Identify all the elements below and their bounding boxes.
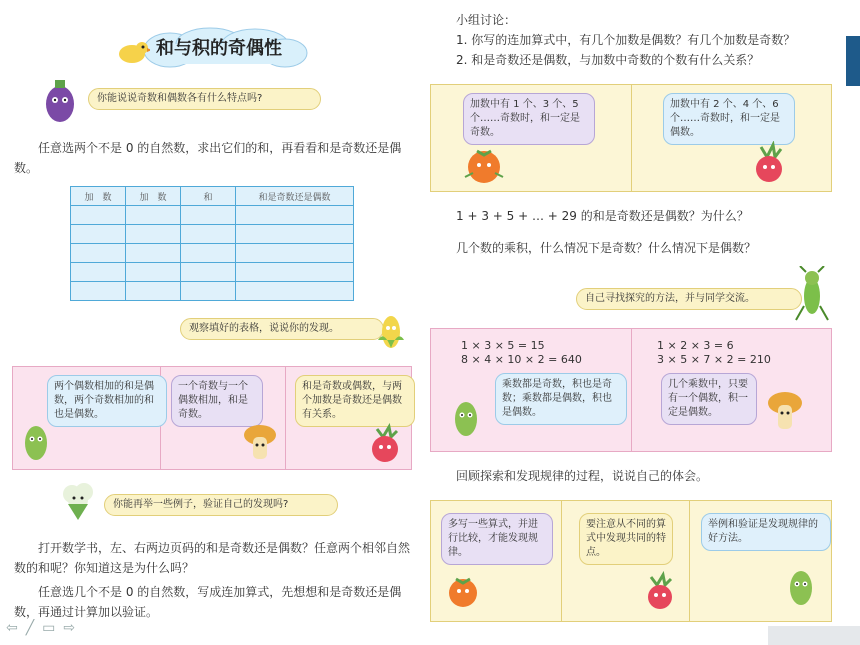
panel-divider [631, 85, 632, 191]
tomato-mascot-icon [461, 143, 507, 191]
paragraph-addition: 任意选几个不是 0 的自然数，写成连加算式，先想想和是奇数还是偶数，再通过计算加以验证。 [14, 585, 402, 619]
forward-arrow-icon[interactable]: ⇨ [63, 620, 76, 636]
radish-mascot-icon [643, 571, 677, 617]
discussion-title: 小组讨论： [456, 13, 517, 27]
paragraph-pages: 打开数学书，左、右两边页码的和是奇数还是偶数？任意两个相邻自然数的和呢？你知道这是为什么吗？ [14, 541, 411, 575]
table-header: 加 数 [126, 187, 181, 206]
radish-mascot-icon [751, 141, 787, 189]
product-bubble-2: 几个乘数中，只要有一个偶数，积一定是偶数。 [661, 373, 757, 425]
product-example: 8 × 4 × 10 × 2 = 640 [461, 353, 582, 366]
mushroom-mascot-icon [767, 391, 803, 441]
review-panel [430, 500, 832, 622]
review-bubble-1: 多写一些算式，并进行比较，才能发现规律。 [441, 513, 553, 565]
tomato-mascot-icon [443, 571, 483, 615]
discussion-panel [430, 84, 832, 192]
table-row [71, 263, 354, 282]
panel-divider [561, 501, 562, 621]
title-cloud [140, 26, 310, 70]
discussion-bubble-2: 加数中有 2 个、4 个、6 个……奇数时，和一定是偶数。 [663, 93, 795, 145]
page-title: 和与积的奇偶性 [156, 38, 282, 59]
panel-divider [631, 329, 632, 451]
cauliflower-mascot-icon [58, 480, 98, 530]
review-text: 回顾探索和发现规律的过程，说说自己的体会。 [456, 469, 709, 483]
page-edge-strip [846, 36, 860, 86]
product-example: 3 × 5 × 7 × 2 = 210 [657, 353, 771, 366]
finding-bubble-1: 两个偶数相加的和是偶数，两个奇数相加的和也是偶数。 [47, 375, 167, 427]
corn-mascot-icon [374, 310, 408, 360]
grasshopper-mascot-icon [792, 266, 832, 326]
back-arrow-icon[interactable]: ⇦ [6, 620, 18, 636]
question-sum: 1 + 3 + 5 + … + 29 的和是奇数还是偶数？为什么？ [456, 209, 749, 223]
discussion-q2: 2. 和是奇数还是偶数，与加数中奇数的个数有什么关系？ [456, 53, 760, 67]
table-row [71, 206, 354, 225]
product-bubble-1: 乘数都是奇数，积也是奇数；乘数都是偶数，积也是偶数。 [495, 373, 627, 425]
explore-bubble [576, 288, 802, 310]
footer-bar [768, 626, 860, 645]
table-row [71, 244, 354, 263]
review-bubble-3: 举例和验证是发现规律的好方法。 [701, 513, 831, 551]
product-example: 1 × 2 × 3 = 6 [657, 339, 734, 352]
more-examples-text: 你能再举一些例子，验证自己的发现吗? [113, 499, 289, 510]
table-row [71, 282, 354, 301]
eggplant-mascot-icon [40, 76, 78, 130]
finding-bubble-3: 和是奇数或偶数，与两个加数是奇数还是偶数有关系。 [295, 375, 415, 427]
panel-divider [689, 501, 690, 621]
explore-bubble-text: 自己寻找探究的方法，并与同学交流。 [585, 293, 755, 304]
screen-icon[interactable]: ▭ [42, 620, 56, 636]
products-panel [430, 328, 832, 452]
panel-divider [285, 367, 286, 469]
more-examples-bubble [104, 494, 338, 516]
bird-mascot-icon [116, 36, 150, 70]
question-product: 几个数的乘积，什么情况下是奇数？什么情况下是偶数？ [456, 241, 757, 255]
intro-bubble [88, 88, 321, 110]
bottom-nav [6, 620, 75, 636]
findings-panel [12, 366, 412, 470]
cucumber-mascot-icon [21, 421, 51, 469]
product-example: 1 × 3 × 5 = 15 [461, 339, 545, 352]
observe-bubble [180, 318, 384, 340]
mushroom-mascot-icon [243, 423, 277, 469]
observe-bubble-text: 观察填好的表格，说说你的发现。 [189, 323, 339, 334]
cucumber-mascot-icon [451, 397, 481, 445]
table-header: 和 [181, 187, 236, 206]
cucumber-mascot-icon [785, 565, 817, 615]
radish-mascot-icon [369, 423, 401, 469]
intro-bubble-text: 你能说说奇数和偶数各有什么特点吗? [97, 93, 263, 104]
discussion-bubble-1: 加数中有 1 个、3 个、5 个……奇数时，和一定是奇数。 [463, 93, 595, 145]
table-header: 和是奇数还是偶数 [236, 187, 354, 206]
table-header: 加 数 [71, 187, 126, 206]
review-bubble-2: 要注意从不同的算式中发现共同的特点。 [579, 513, 673, 565]
pen-icon[interactable]: ╱ [25, 620, 35, 636]
finding-bubble-2: 一个奇数与一个偶数相加，和是奇数。 [171, 375, 263, 427]
table-row [71, 225, 354, 244]
sum-table [70, 186, 354, 301]
task1-text: 任意选两个不是 0 的自然数，求出它们的和，再看看和是奇数还是偶数。 [14, 141, 402, 175]
discussion-q1: 1. 你写的连加算式中，有几个加数是偶数？有几个加数是奇数？ [456, 33, 796, 47]
